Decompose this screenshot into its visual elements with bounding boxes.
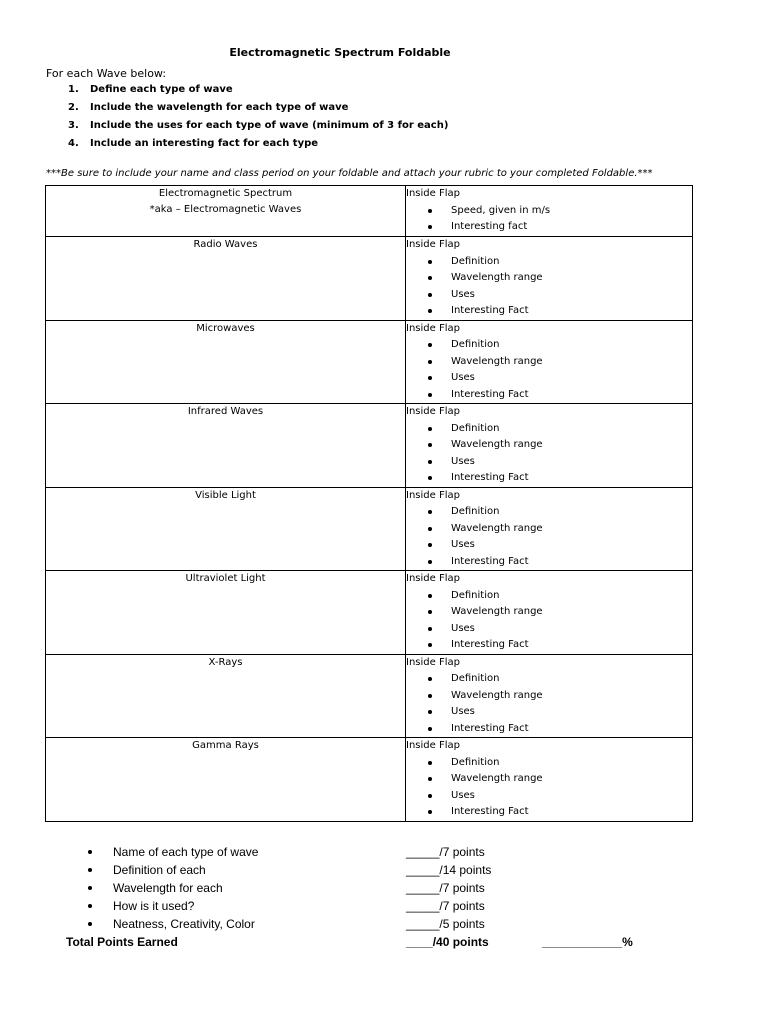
instruction-item: 3. Include the uses for each type of wave (minimum of 3 for each) (68, 120, 449, 131)
wave-name-cell (46, 654, 406, 738)
list-item: Uses (406, 537, 692, 554)
instruction-item: 4. Include an interesting fact for each type (68, 138, 319, 149)
rubric-row: Neatness, Creativity, Color _____/5 points (66, 915, 706, 933)
list-item: Speed, given in m/s (406, 203, 692, 220)
flap-item-list (406, 254, 692, 320)
list-item: Interesting Fact (406, 721, 692, 738)
rubric-total (66, 933, 706, 951)
flap-item-list (406, 755, 692, 821)
rubric-row: How is it used? _____/7 points (66, 897, 706, 915)
wave-name-cell (46, 487, 406, 571)
total-label: Total Points Earned (66, 935, 178, 949)
inside-flap-cell (406, 654, 693, 738)
wave-name: *aka – Electromagnetic Waves (149, 204, 302, 215)
wave-name-cell (46, 404, 406, 488)
list-item: Definition (406, 421, 692, 438)
wave-name: Visible Light (195, 489, 256, 501)
flap-item-list (406, 671, 692, 737)
list-item: Definition (406, 755, 692, 772)
list-item: Definition (406, 254, 692, 271)
wave-name-cell (46, 186, 406, 237)
wave-name: Gamma Rays (192, 740, 259, 751)
table-row (46, 237, 693, 321)
rubric-row: Name of each type of wave _____/7 points (66, 843, 706, 861)
wave-name-cell (46, 571, 406, 655)
table-row (46, 404, 693, 488)
inside-flap-label: Inside Flap (406, 740, 460, 751)
bullet-icon (88, 850, 92, 854)
wave-name-cell (46, 237, 406, 321)
wave-name: Ultraviolet Light (185, 573, 266, 584)
inside-flap-label: Inside Flap (406, 188, 460, 199)
inside-flap-cell (406, 571, 693, 655)
inside-flap-cell (406, 738, 693, 822)
list-item: Interesting fact (406, 219, 692, 236)
wave-name: Infrared Waves (187, 406, 264, 417)
list-item: Interesting Fact (406, 470, 692, 487)
rubric-row: Wavelength for each _____/7 points (66, 879, 706, 897)
list-item: Interesting Fact (406, 303, 692, 320)
inside-flap-label: Inside Flap (406, 322, 460, 334)
inside-flap-label: Inside Flap (406, 656, 460, 668)
total-percent: ____________% (542, 935, 633, 949)
table-row (46, 320, 693, 404)
inside-flap-label: Inside Flap (406, 239, 460, 250)
table-row (46, 738, 693, 822)
list-item: Wavelength range (406, 521, 692, 538)
list-item: Uses (406, 454, 692, 471)
rubric (66, 843, 706, 951)
bullet-icon (88, 922, 92, 926)
flap-item-list (406, 337, 692, 403)
list-item: Definition (406, 588, 692, 605)
wave-name: Radio Waves (193, 239, 258, 250)
list-item: Uses (406, 287, 692, 304)
bullet-icon (88, 868, 92, 872)
table-row (46, 571, 693, 655)
list-item: Interesting Fact (406, 637, 692, 654)
reminder-note: ***Be sure to include your name and class period on your foldable and attach your rubric to your completed Foldable.*** (46, 168, 653, 179)
list-item: Definition (406, 504, 692, 521)
intro-text: For each Wave below: (46, 67, 167, 80)
table-row (46, 186, 693, 237)
wave-name: Electromagnetic Spectrum (158, 188, 293, 199)
inside-flap-cell (406, 186, 693, 237)
flap-item-list (406, 421, 692, 487)
list-item: Wavelength range (406, 604, 692, 621)
inside-flap-label: Inside Flap (406, 489, 460, 501)
flap-item-list (406, 504, 692, 570)
instruction-item: 1. Define each type of wave (68, 84, 233, 95)
inside-flap-label: Inside Flap (406, 573, 460, 584)
flap-item-list (406, 588, 692, 654)
list-item: Uses (406, 370, 692, 387)
instruction-item: 2. Include the wavelength for each type of wave (68, 102, 349, 113)
list-item: Wavelength range (406, 437, 692, 454)
inside-flap-cell (406, 237, 693, 321)
wave-name: X-Rays (208, 656, 243, 668)
table-row (46, 654, 693, 738)
list-item: Wavelength range (406, 688, 692, 705)
list-item: Wavelength range (406, 270, 692, 287)
document-title: Electromagnetic Spectrum Foldable (229, 46, 451, 59)
wave-name: Microwaves (196, 322, 255, 334)
list-item: Interesting Fact (406, 554, 692, 571)
bullet-icon (88, 904, 92, 908)
inside-flap-cell (406, 320, 693, 404)
foldable-table (45, 185, 693, 822)
list-item: Definition (406, 337, 692, 354)
bullet-icon (88, 886, 92, 890)
list-item: Uses (406, 621, 692, 638)
inside-flap-label: Inside Flap (406, 406, 460, 417)
list-item: Wavelength range (406, 771, 692, 788)
list-item: Wavelength range (406, 354, 692, 371)
flap-item-list (406, 203, 692, 236)
inside-flap-cell (406, 404, 693, 488)
total-points: ____/40 points (406, 935, 489, 949)
wave-name-cell (46, 320, 406, 404)
instruction-list (68, 83, 448, 155)
list-item: Uses (406, 788, 692, 805)
wave-name-cell (46, 738, 406, 822)
list-item: Interesting Fact (406, 804, 692, 821)
list-item: Interesting Fact (406, 387, 692, 404)
list-item: Definition (406, 671, 692, 688)
inside-flap-cell (406, 487, 693, 571)
list-item: Uses (406, 704, 692, 721)
table-row (46, 487, 693, 571)
rubric-row: Definition of each _____/14 points (66, 861, 706, 879)
